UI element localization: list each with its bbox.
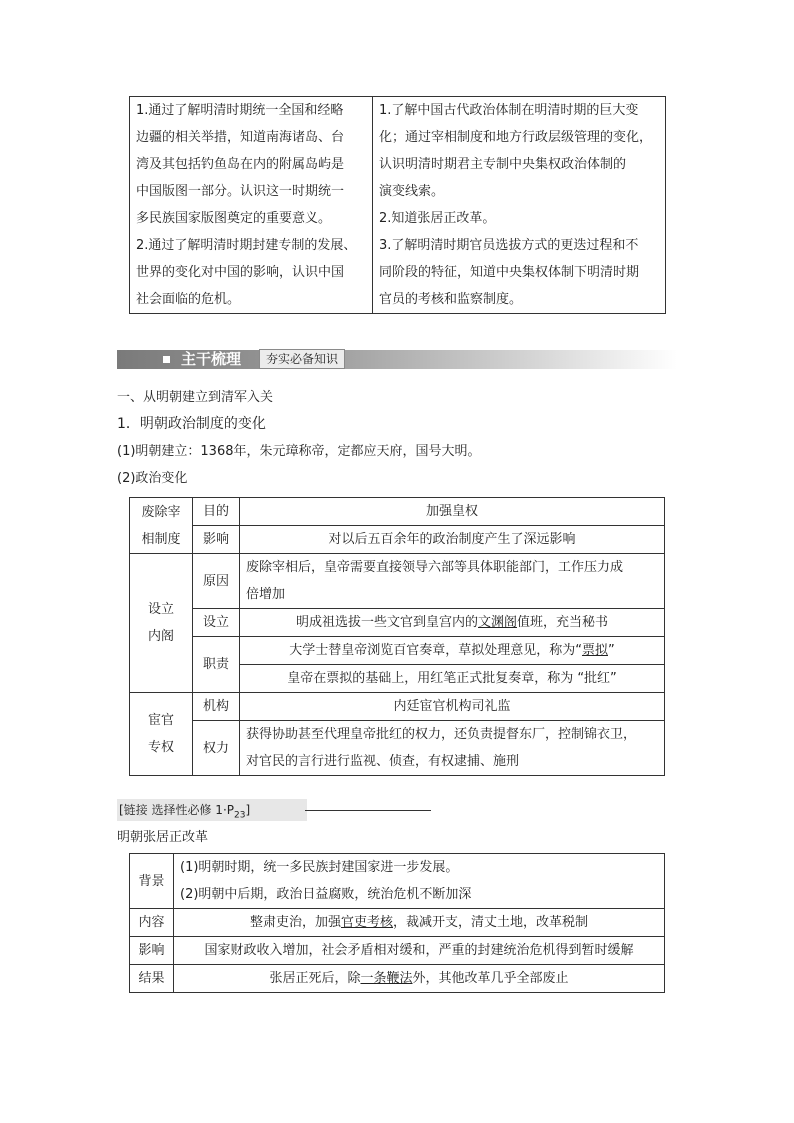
single-whip-term: 一条鞭法	[360, 971, 413, 986]
reform-impact-label: 影响	[130, 937, 174, 965]
reform-impact-value: 国家财政收入增加，社会矛盾相对缓和，严重的封建统治危机得到暂时缓解	[174, 937, 665, 965]
reason-label: 原因	[193, 554, 240, 609]
objectives-right-text	[379, 97, 659, 313]
reason-line-1: 废除宰相后，皇帝需要直接领导六部等具体职能部门，工作压力成	[246, 560, 624, 575]
official-assessment-term: 官吏考核	[340, 915, 393, 930]
purpose-value: 加强皇权	[240, 498, 665, 526]
objectives-table	[129, 96, 666, 314]
background-line-1: (1)明朝时期，统一多民族封建国家进一步发展。	[180, 860, 459, 875]
cabinet-label-2: 内阁	[147, 629, 174, 644]
banner-subtitle: 夯实必备知识	[259, 349, 345, 369]
piaoni-term: 票拟	[581, 643, 608, 658]
objective-left-line: 中国版图一部分。认识这一时期统一	[136, 184, 345, 199]
background-line-2: (2)明朝中后期，政治日益腐败，统治危机不断加深	[180, 887, 472, 902]
duty-label: 职责	[193, 637, 240, 693]
objective-right-line: 1.了解中国古代政治体制在明清时期的巨大变	[379, 103, 639, 118]
power-line-2: 对官民的言行进行监视、侦查，有权逮捕、施刑	[246, 754, 520, 769]
establish-label: 设立	[193, 609, 240, 637]
power-label: 权力	[193, 721, 240, 776]
link-divider	[305, 810, 431, 811]
reform-table	[129, 853, 665, 993]
abolish-chancellor-cell	[130, 498, 193, 554]
objective-left-line: 世界的变化对中国的影响，认识中国	[136, 265, 345, 280]
objectives-left-cell	[130, 97, 373, 314]
abolish-label-2: 相制度	[141, 531, 181, 547]
objective-left-line: 边疆的相关举措，知道南海诸岛、台	[136, 130, 345, 145]
eunuch-label-2: 专权	[147, 740, 174, 755]
objective-right-line: 官员的考核和监察制度。	[379, 292, 523, 307]
objective-left-line: 多民族国家版图奠定的重要意义。	[136, 211, 332, 226]
link-label: [链接 选择性必修 $1\cdot P_{23}$]	[117, 799, 307, 821]
eunuch-label-1: 宦官	[147, 713, 174, 728]
objective-left-line: 湾及其包括钓鱼岛在内的附属岛屿是	[136, 157, 345, 172]
objective-left-line: 2.通过了解明清时期封建专制的发展、	[136, 238, 357, 253]
establish-value: 明成祖选拔一些文官到皇宫内的文渊阁值班，充当秘书	[240, 609, 665, 637]
paragraph-item2: (2)政治变化	[117, 471, 188, 486]
objective-right-line: 认识明清时期君主专制中央集权政治体制的	[379, 157, 627, 172]
cabinet-cell	[130, 554, 193, 693]
power-line-1: 获得协助甚至代理皇帝批红的权力，还负责提督东厂，控制锦衣卫，	[246, 727, 637, 742]
impact-label: 影响	[193, 526, 240, 554]
reason-line-2: 倍增加	[246, 587, 286, 602]
org-label: 机构	[193, 693, 240, 721]
sub-heading: 1．明朝政治制度的变化	[117, 416, 266, 432]
background-label: 背景	[130, 854, 174, 909]
objective-right-line: 3.了解明清时期官员选拔方式的更迭过程和不	[379, 238, 639, 253]
reason-value	[240, 554, 665, 609]
objective-left-line: 社会面临的危机。	[136, 292, 241, 307]
content-label: 内容	[130, 909, 174, 937]
political-change-table	[129, 497, 665, 776]
square-bullet-icon	[163, 356, 170, 363]
objectives-right-cell	[373, 97, 666, 314]
objective-right-line: 同阶段的特征，知道中央集权体制下明清时期	[379, 265, 640, 280]
wenyuange-term: 文渊阁	[477, 615, 517, 630]
result-label: 结果	[130, 965, 174, 993]
objective-right-line: 演变线索。	[379, 184, 445, 199]
objectives-left-text	[136, 97, 366, 313]
content-value: 整肃吏治，加强官吏考核，裁减开支，清丈土地，改革税制	[174, 909, 665, 937]
abolish-label-1: 废除宰	[141, 504, 181, 520]
background-value	[174, 854, 665, 909]
cabinet-label-1: 设立	[147, 602, 174, 617]
purpose-label: 目的	[193, 498, 240, 526]
banner-title: 主干梳理	[181, 350, 242, 368]
objective-right-line: 2.知道张居正改革。	[379, 211, 496, 226]
objective-right-line: 化；通过宰相制度和地方行政层级管理的变化，	[379, 130, 653, 145]
reform-heading: 明朝张居正改革	[117, 830, 209, 845]
section-heading: 一、从明朝建立到清军入关	[117, 390, 274, 405]
duty-value-1: 大学士替皇帝浏览百官奏章，草拟处理意见，称为“票拟”	[240, 637, 665, 665]
duty-value-2: 皇帝在票拟的基础上，用红笔正式批复奏章，称为 “批红”	[240, 665, 665, 693]
result-value: 张居正死后，除一条鞭法外，其他改革几乎全部废止	[174, 965, 665, 993]
paragraph-item1: (1)明朝建立：1368年，朱元璋称帝，定都应天府，国号大明。	[117, 444, 481, 459]
impact-value: 对以后五百余年的政治制度产生了深远影响	[240, 526, 665, 554]
section-banner	[117, 345, 677, 373]
org-value: 内廷宦官机构司礼监	[240, 693, 665, 721]
power-value	[240, 721, 665, 776]
eunuch-cell	[130, 693, 193, 776]
objective-left-line: 1.通过了解明清时期统一全国和经略	[136, 103, 344, 118]
